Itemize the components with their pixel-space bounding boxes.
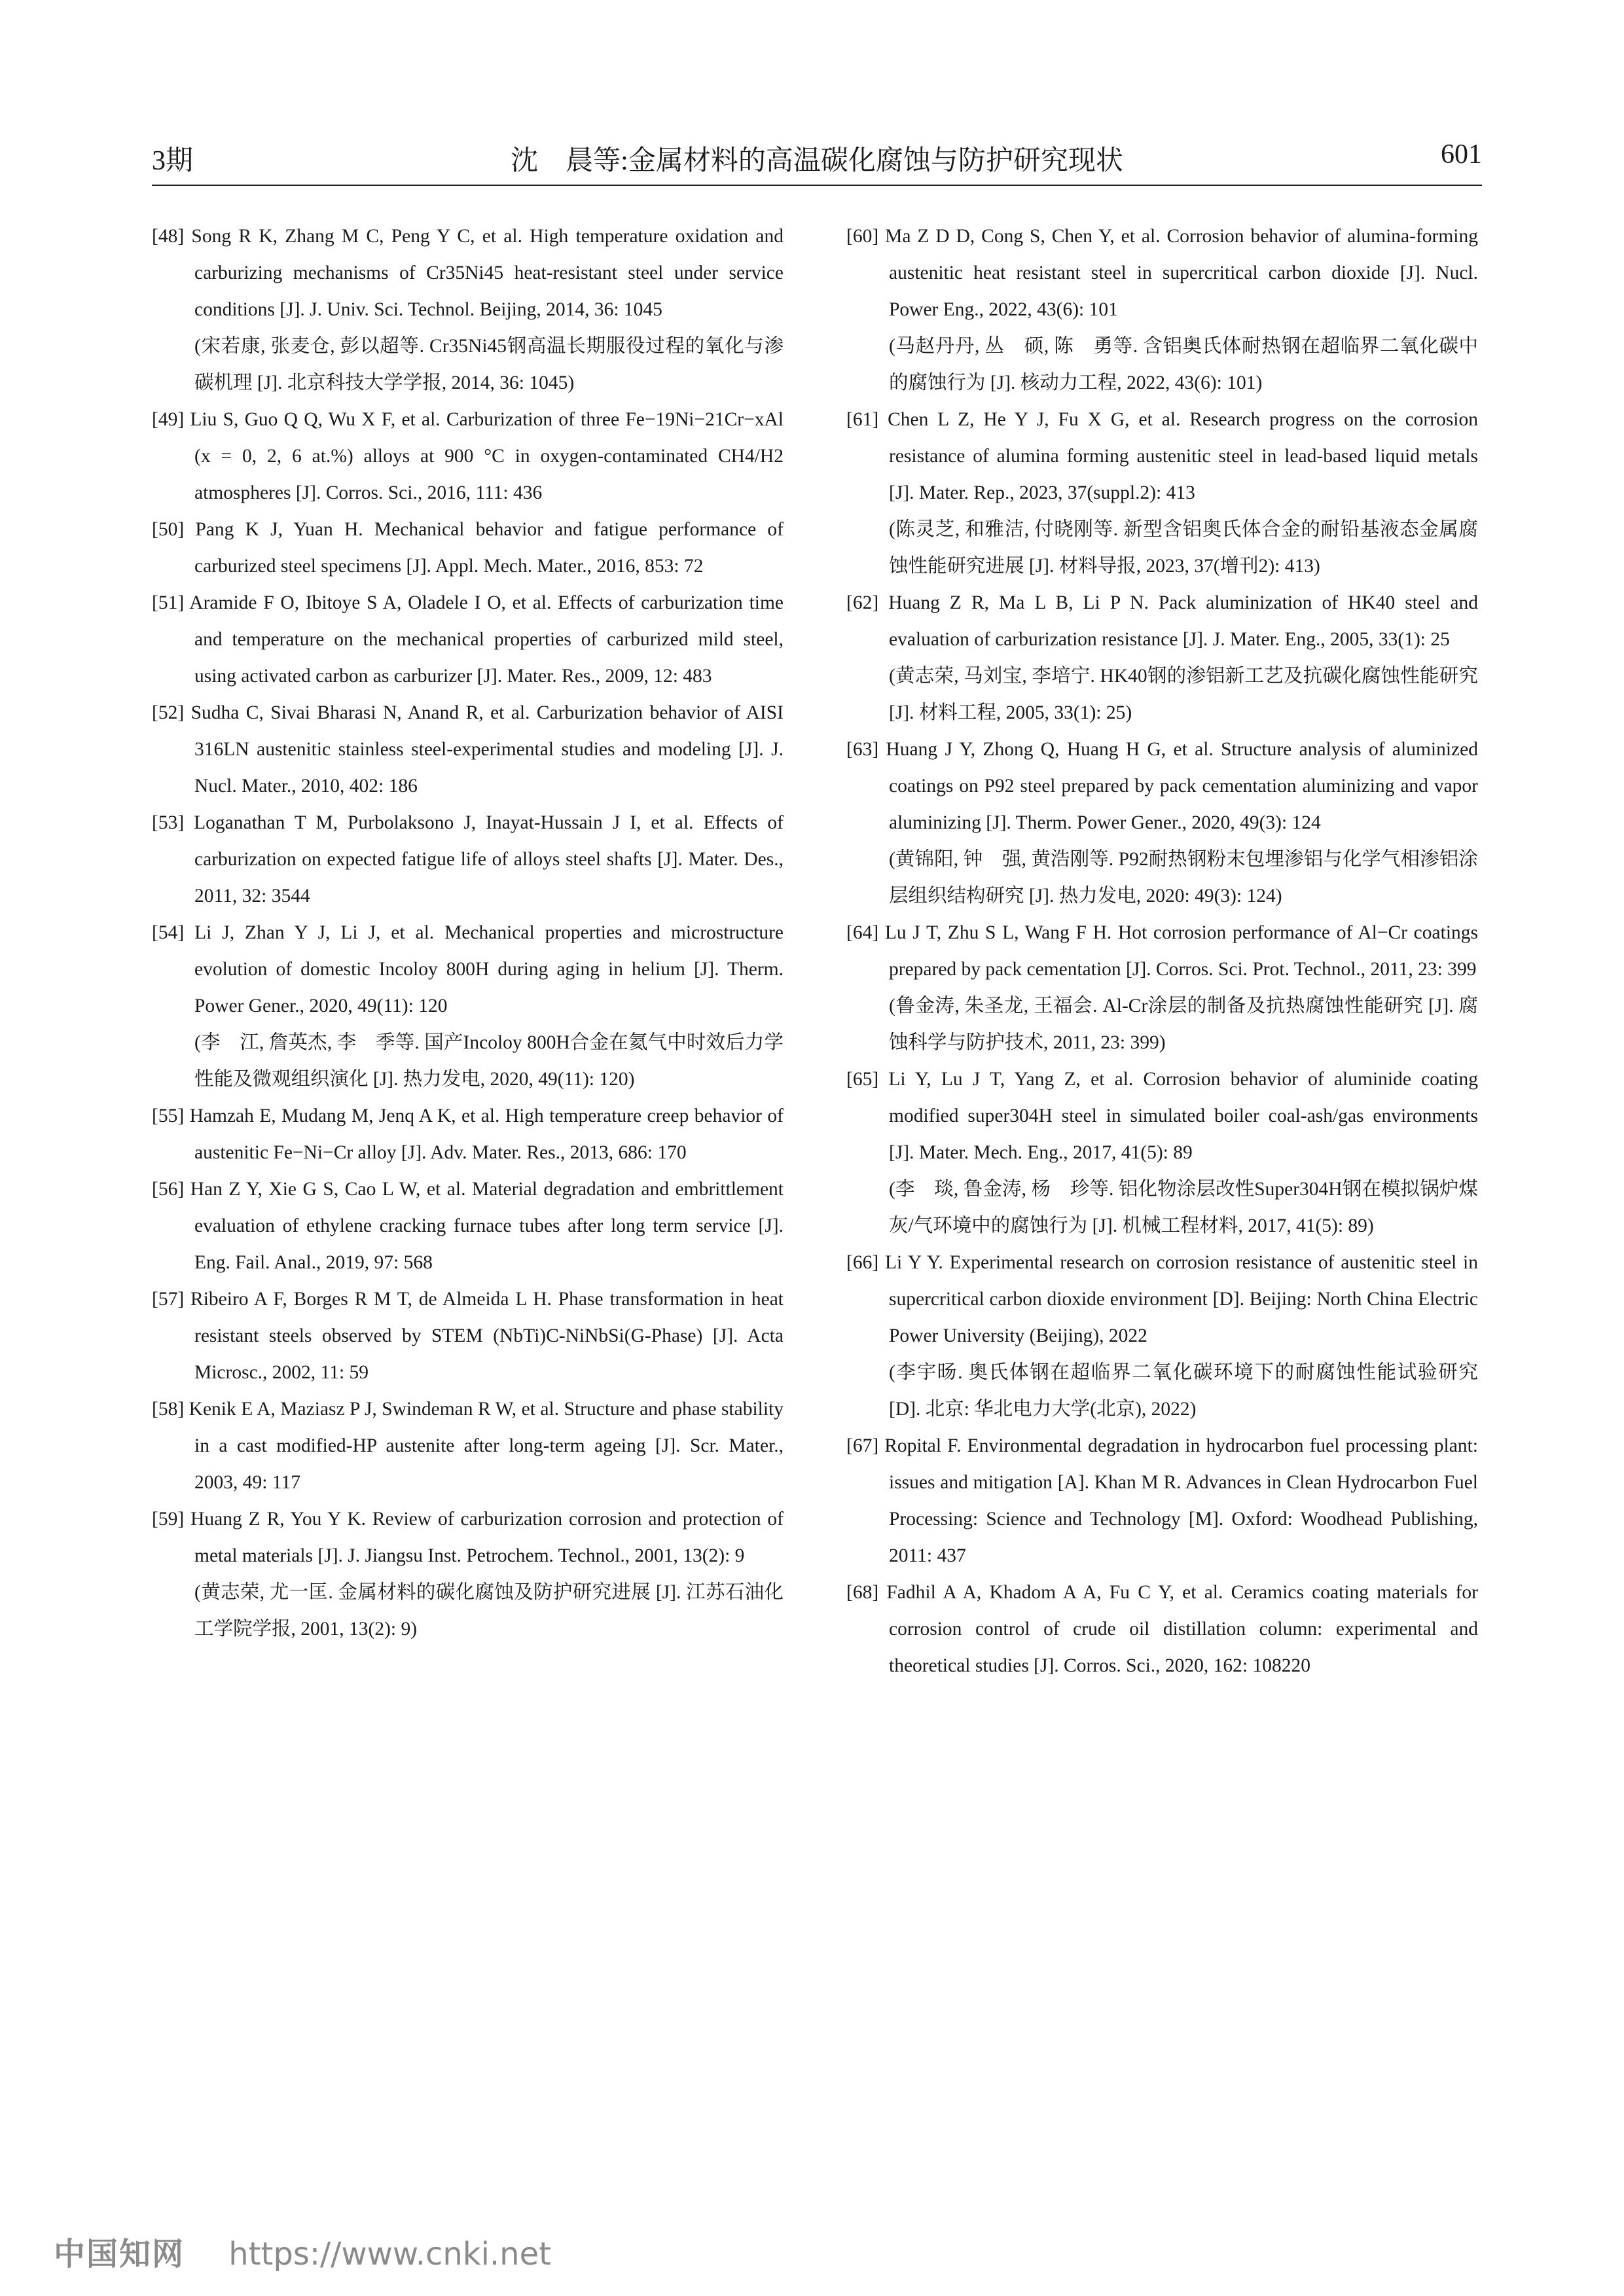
reference-item: [53] Loganathan T M, Purbolaksono J, Inayat-Hussain J I, et al. Effects of carburization on expected fatigue life of alloys steel shafts [J]. Mater. Des., 2011, 32: 3544 [152, 812, 784, 906]
running-header [152, 139, 1482, 185]
cnki-logo: 中国知网 [54, 2236, 185, 2272]
reference-item: [60] Ma Z D D, Cong S, Chen Y, et al. Corrosion behavior of alumina-forming austenitic heat resistant steel in supercritical carbon dioxide [J]. Nucl. Power Eng., 2022, 43(6): 101 (马赵丹丹, 丛 硕, 陈 勇等. 含铝奥氏体耐热钢在超临界二氧化碳中的腐蚀行为 [J]. 核动力工程, 2022, 43(6): 101) [846, 226, 1478, 393]
reference-item: [55] Hamzah E, Mudang M, Jenq A K, et al. High temperature creep behavior of austenitic Fe−Ni−Cr alloy [J]. Adv. Mater. Res., 2013, 686: 170 [152, 1105, 784, 1163]
reference-item: [48] Song R K, Zhang M C, Peng Y C, et al. High temperature oxidation and carburizing mechanisms of Cr35Ni45 heat-resistant steel under service conditions [J]. J. Univ. Sci. Technol. Beijing, 2014, 36: 1045 (宋若康, 张麦仓, 彭以超等. Cr35Ni45钢高温长期服役过程的氧化与渗碳机理 [J]. 北京科技大学学报, 2014, 36: 1045) [152, 226, 784, 393]
reference-item: [65] Li Y, Lu J T, Yang Z, et al. Corrosion behavior of aluminide coating modified super304H steel in simulated boiler coal-ash/gas environments [J]. Mater. Mech. Eng., 2017, 41(5): 89 (李 琰, 鲁金涛, 杨 珍等. 铝化物涂层改性Super304H钢在模拟锅炉煤灰/气环境中的腐蚀行为 [J]. 机械工程材料, 2017, 41(5): 89) [846, 1069, 1478, 1236]
header-rule [152, 185, 1482, 186]
reference-item: [67] Ropital F. Environmental degradation in hydrocarbon fuel processing plant: issues and mitigation [A]. Khan M R. Advances in Clean Hydrocarbon Fuel Processing: Science and Technology [M]. Oxford: Woodhead Publishing, 2011: 437 [846, 1435, 1478, 1566]
references-left-column [152, 218, 784, 1647]
references-right-column [846, 218, 1478, 1684]
reference-item: [58] Kenik E A, Maziasz P J, Swindeman R W, et al. Structure and phase stability in a cast modified-HP austenite after long-term ageing [J]. Scr. Mater., 2003, 49: 117 [152, 1399, 784, 1493]
issue-number: 3期 [152, 146, 194, 176]
page-number: 601 [1441, 139, 1482, 170]
reference-item: [57] Ribeiro A F, Borges R M T, de Almeida L H. Phase transformation in heat resistant steels observed by STEM (NbTi)C-NiNbSi(G-Phase) [J]. Acta Microsc., 2002, 11: 59 [152, 1289, 784, 1383]
running-title: 沈 晨等:金属材料的高温碳化腐蚀与防护研究现状 [511, 146, 1123, 176]
reference-item: [63] Huang J Y, Zhong Q, Huang H G, et al. Structure analysis of aluminized coatings on P92 steel prepared by pack cementation aluminizing and vapor aluminizing [J]. Therm. Power Gener., 2020, 49(3): 124 (黄锦阳, 钟 强, 黄浩刚等. P92耐热钢粉末包埋渗铝与化学气相渗铝涂层组织结构研究 [J]. 热力发电, 2020: 49(3): 124) [846, 739, 1478, 906]
reference-item: [54] Li J, Zhan Y J, Li J, et al. Mechanical properties and microstructure evolution of domestic Incoloy 800H during aging in helium [J]. Therm. Power Gener., 2020, 49(11): 120 (李 江, 詹英杰, 李 季等. 国产Incoloy 800H合金在氦气中时效后力学性能及微观组织演化 [J]. 热力发电, 2020, 49(11): 120) [152, 922, 784, 1090]
reference-item: [49] Liu S, Guo Q Q, Wu X F, et al. Carburization of three Fe−19Ni−21Cr−xAl (x = 0, 2, 6 at.%) alloys at 900 °C in oxygen-contaminated CH4/H2 atmospheres [J]. Corros. Sci., 2016, 111: 436 [152, 409, 784, 503]
reference-item: [62] Huang Z R, Ma L B, Li P N. Pack aluminization of HK40 steel and evaluation of carburization resistance [J]. J. Mater. Eng., 2005, 33(1): 25 (黄志荣, 马刘宝, 李培宁. HK40钢的渗铝新工艺及抗碳化腐蚀性能研究 [J]. 材料工程, 2005, 33(1): 25) [846, 592, 1478, 723]
cnki-url[interactable]: https://www.cnki.net [228, 2236, 551, 2272]
reference-item: [52] Sudha C, Sivai Bharasi N, Anand R, et al. Carburization behavior of AISI 316LN austenitic stainless steel-experimental studies and modeling [J]. J. Nucl. Mater., 2010, 402: 186 [152, 702, 784, 797]
watermark-footer [54, 2229, 551, 2274]
reference-item: [56] Han Z Y, Xie G S, Cao L W, et al. Material degradation and embrittlement evaluation of ethylene cracking furnace tubes after long term service [J]. Eng. Fail. Anal., 2019, 97: 568 [152, 1179, 784, 1273]
reference-item: [51] Aramide F O, Ibitoye S A, Oladele I O, et al. Effects of carburization time and temperature on the mechanical properties of carburized mild steel, using activated carbon as carburizer [J]. Mater. Res., 2009, 12: 483 [152, 592, 784, 687]
reference-item: [64] Lu J T, Zhu S L, Wang F H. Hot corrosion performance of Al−Cr coatings prepared by pack cementation [J]. Corros. Sci. Prot. Technol., 2011, 23: 399 (鲁金涛, 朱圣龙, 王福会. Al-Cr涂层的制备及抗热腐蚀性能研究 [J]. 腐蚀科学与防护技术, 2011, 23: 399) [846, 922, 1478, 1053]
reference-item: [66] Li Y Y. Experimental research on corrosion resistance of austenitic steel in supercritical carbon dioxide environment [D]. Beijing: North China Electric Power University (Beijing), 2022 (李宇旸. 奥氏体钢在超临界二氧化碳环境下的耐腐蚀性能试验研究 [D]. 北京: 华北电力大学(北京), 2022) [846, 1252, 1478, 1420]
reference-item: [59] Huang Z R, You Y K. Review of carburization corrosion and protection of metal materials [J]. J. Jiangsu Inst. Petrochem. Technol., 2001, 13(2): 9 (黄志荣, 尤一匡. 金属材料的碳化腐蚀及防护研究进展 [J]. 江苏石油化工学院学报, 2001, 13(2): 9) [152, 1509, 784, 1640]
reference-item: [68] Fadhil A A, Khadom A A, Fu C Y, et al. Ceramics coating materials for corrosion control of crude oil distillation column: experimental and theoretical studies [J]. Corros. Sci., 2020, 162: 108220 [846, 1582, 1478, 1676]
reference-item: [50] Pang K J, Yuan H. Mechanical behavior and fatigue performance of carburized steel specimens [J]. Appl. Mech. Mater., 2016, 853: 72 [152, 519, 784, 577]
reference-item: [61] Chen L Z, He Y J, Fu X G, et al. Research progress on the corrosion resistance of alumina forming austenitic steel in lead-based liquid metals [J]. Mater. Rep., 2023, 37(suppl.2): 413 (陈灵芝, 和雅洁, 付晓刚等. 新型含铝奥氏体合金的耐铅基液态金属腐蚀性能研究进展 [J]. 材料导报, 2023, 37(增刊2): 413) [846, 409, 1478, 577]
